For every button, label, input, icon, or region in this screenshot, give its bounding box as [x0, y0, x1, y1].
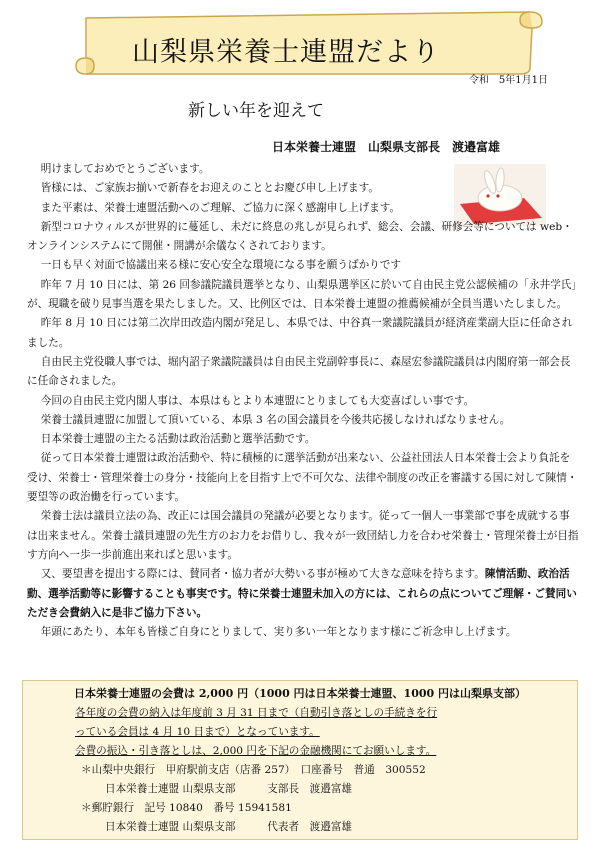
- paragraph: [27, 565, 580, 623]
- title-scroll-banner: [72, 8, 544, 78]
- paragraph: 年頭にあたり、本年も皆様ご自身にとりまして、実り多い一年となります様にご祈念申し上げます。: [40, 626, 517, 639]
- paragraph: また平素は、栄養士連盟活動へのご理解、ご協力に深く感謝申し上げます。: [40, 201, 401, 214]
- article-headline: 新しい年を迎えて: [188, 101, 324, 121]
- paragraph: 明けましておめでとうございます。: [40, 163, 210, 175]
- paragraph-emphasis: 陳情活動、政治活動、選挙活動等に影響することも事実です。特に栄養士連盟未加入の方には、これらの点についてご理解・ご賛同いただき会費納入に是非ご協力下さい。: [27, 568, 577, 619]
- fee-transfer-note: 会費の振込・引き落としは、2,000 円を下記の金融機関にてお願いします。: [75, 745, 437, 757]
- paragraph: 栄養士法は議員立法の為、改正には国会議員の発議が必要となります。従って一個人一事業部で事を成就する事は出来ません。栄養士議員連盟の先生方のお力をお借りし、我々が一致団結し力を合わせ栄養士・管理栄養士が目指す方向へ一歩一歩前進出来ればと思います。: [27, 510, 579, 561]
- fee-heading: 日本栄養士連盟の会費は 2,000 円（1000 円は日本栄養士連盟、1000 円は山梨県支部）: [74, 687, 526, 700]
- bank-account-2: ＊郵貯銀行 記号 10840 番号 15941581: [81, 802, 292, 814]
- paragraph: 栄養士議員連盟に加盟して頂いている、本県 3 名の国会議員を今後共応援しなければなりません。: [40, 413, 511, 426]
- paragraph: 昨年 7 月 10 日には、第 26 回参議院議員選挙となり、山梨県選挙区に於いて自由民主党公認候補の「永井学氏」が、現職を破り見事当選を果たしました。又、比例区では、日本栄養士連盟の推薦候補が全員当選いたしました。: [27, 278, 577, 311]
- fee-deadline-line-1: 各年度の会費の納入は年度前 3 月 31 日まで（自動引き落としの手続きを行: [75, 707, 438, 719]
- paragraph: 新型コロナウィルスが世界的に蔓延し、未だに終息の兆しが見られず、総会、会議、研修会等については web・オンラインシステムにて開催・開講が余儀なくされております。: [27, 220, 573, 253]
- article-author: 日本栄養士連盟 山梨県支部長 渡邉富雄: [272, 140, 501, 154]
- paragraph-text: 又、要望書を提出する際には、賛同者・協力者が大勢いる事が極めて大きな意味を持ちます。: [40, 568, 485, 581]
- paragraph: 今回の自由民主党内閣人事は、本県はもとより本連盟にとりましても大変喜ばしい事です。: [40, 394, 475, 407]
- paragraph: 昨年 8 月 10 日には第二次岸田改造内閣が発足し、本県では、中谷真一衆議院議員が経済産業副大臣に任命されました。: [27, 317, 573, 349]
- paragraph: 日本栄養士連盟の主たる活動は政治活動と選挙活動です。: [40, 433, 316, 446]
- paragraph: 自由民主党役職人事では、堀内詔子衆議院議員は自由民主党副幹事長に、森屋宏参議院議員は内閣府第一部会長に任命されました。: [27, 355, 571, 388]
- bank-account-1: ＊山梨中央銀行 甲府駅前支店（店番 257） 口座番号 普通 300552: [81, 764, 426, 776]
- bank-account-2-holder: 日本栄養士連盟 山梨県支部 代表者 渡邉富雄: [105, 821, 353, 833]
- paragraph: 一日も早く対面で協議出来る様に安心安全な環境になる事を願うばかりです: [40, 259, 401, 272]
- paragraph: 皆様には、ご家族お揃いで新春をお迎えのこととお慶び申し上げます。: [40, 182, 379, 195]
- membership-fee-box: [22, 680, 578, 840]
- newsletter-title: 山梨県栄養士連盟だより: [132, 37, 440, 68]
- bank-account-1-holder: 日本栄養士連盟 山梨県支部 支部長 渡邉富雄: [105, 783, 353, 795]
- fee-deadline-line-2: っている会員は 4 月 10 日まで）となっています。: [75, 726, 320, 738]
- issue-date: 令和 5年1月1日: [468, 75, 548, 86]
- article-body: [27, 160, 580, 642]
- paragraph: 従って日本栄養士連盟は政治活動や、特に積極的に選挙活動が出来ない、公益社団法人日本栄養士会より負託を受け、栄養士・管理栄養士の身分・技能向上を目指す上で不可欠な、法律や制度の改正を審議する国に対して陳情・要望等の政治働を行っています。: [27, 452, 578, 504]
